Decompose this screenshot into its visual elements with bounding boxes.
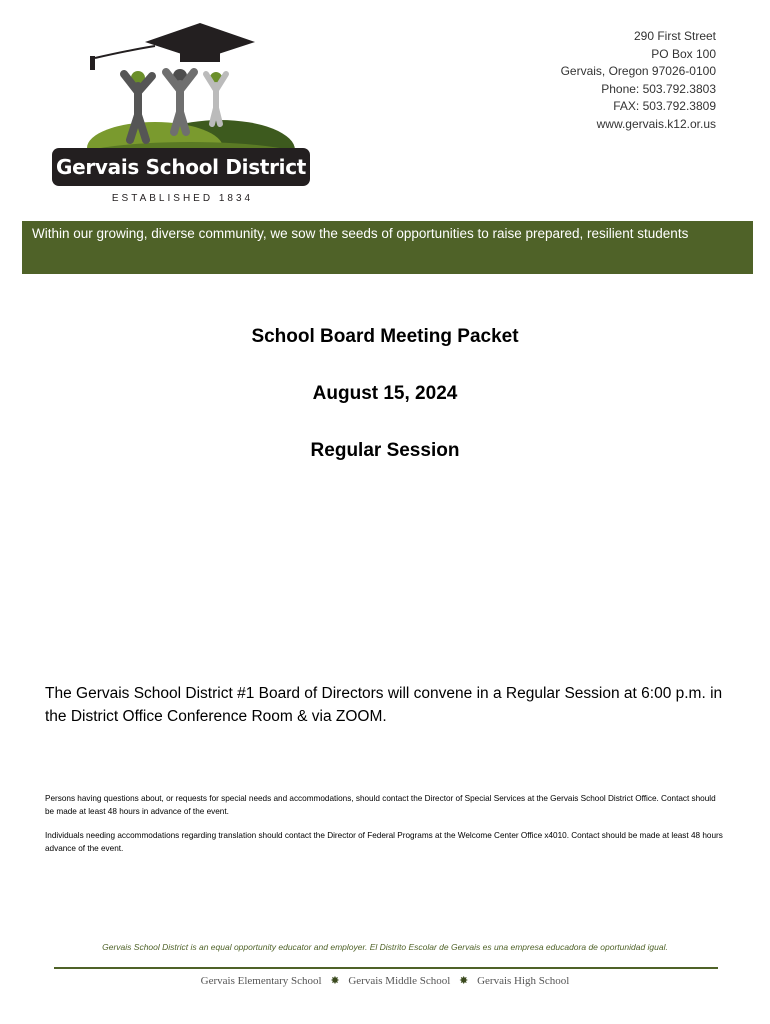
logo-wordmark: Gervais School District (52, 148, 310, 186)
footer-separator-icon: ✸ (330, 975, 340, 987)
logo-established: ESTABLISHED 1834 (111, 193, 254, 204)
mission-statement: Within our growing, diverse community, we sow the seeds of opportunities to raise prepared, resilient students (32, 226, 689, 241)
translation-notice: Individuals needing accommodations regarding translation should contact the Director of Federal Programs at the Welcome Center Office x4010. Contact should be made at least 48 hours advance of the event. (45, 831, 723, 853)
footer-schools (0, 974, 770, 987)
convene-statement: The Gervais School District #1 Board of Directors will convene in a Regular Session at 6:00 p.m. in the District Office Conference Room & via ZOOM. (45, 685, 723, 725)
packet-title: School Board Meeting Packet (251, 326, 519, 347)
address-website[interactable]: www.gervais.k12.or.us (596, 116, 716, 131)
footer-separator-icon: ✸ (459, 975, 469, 987)
footer-school-high: Gervais High School (477, 975, 570, 987)
session-type: Regular Session (310, 440, 460, 461)
address-po-box: PO Box 100 (651, 46, 716, 61)
mission-banner (22, 221, 753, 274)
address-fax: FAX: 503.792.3809 (613, 99, 716, 113)
address-phone: Phone: 503.792.3803 (601, 81, 716, 96)
address-street: 290 First Street (633, 29, 716, 43)
district-address (561, 28, 716, 133)
accommodations-notice: Persons having questions about, or requests for special needs and accommodations, should contact the Director of Special Services at the Gervais School District Office. Contact should be made at least 48 hours in advance of the event. (45, 794, 716, 816)
footer-school-middle: Gervais Middle School (348, 975, 451, 987)
address-city: Gervais, Oregon 97026-0100 (560, 64, 716, 78)
equal-opportunity-statement: Gervais School District is an equal opportunity educator and employer. El Distrito Escolar de Gervais es una empresa educadora de oportunidad igual. (102, 942, 668, 952)
meeting-date: August 15, 2024 (312, 383, 458, 404)
footer-divider (54, 967, 718, 969)
footer-school-elementary: Gervais Elementary School (200, 975, 322, 987)
district-logo (50, 20, 315, 210)
